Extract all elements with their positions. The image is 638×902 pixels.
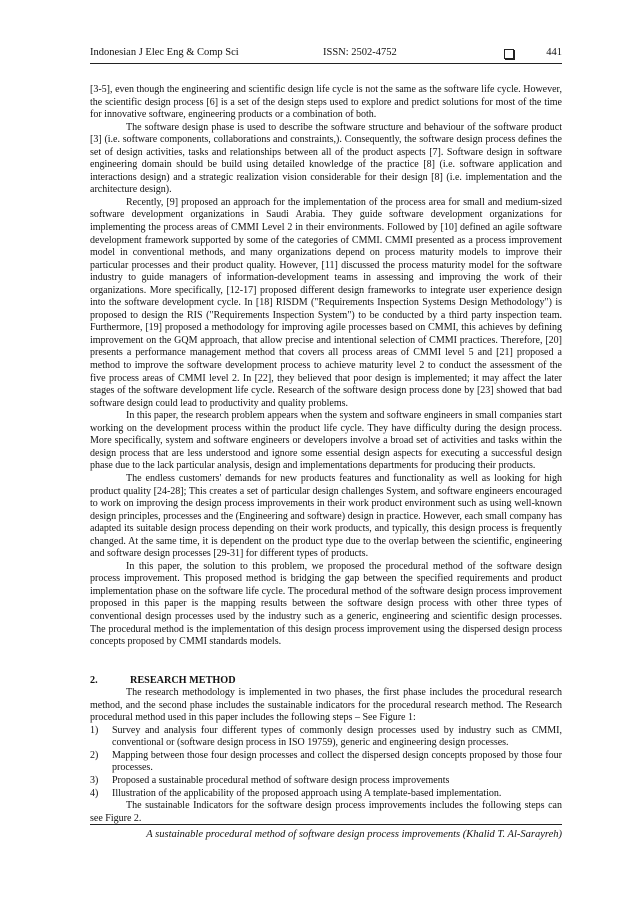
list-item — [90, 788, 562, 801]
list-item — [90, 725, 562, 750]
body-text — [90, 84, 562, 825]
section-number: 2. — [90, 674, 98, 686]
list-item — [90, 775, 562, 788]
section-title: RESEARCH METHOD — [130, 674, 236, 686]
section-heading — [90, 675, 562, 688]
list-item-number: 2) — [90, 749, 99, 761]
issn: ISSN: 2502-4752 — [323, 47, 397, 58]
paragraph-1: [3-5], even though the engineering and scientific design life cycle is not the same as the software life cycle. However, the scientific design process [6] is a set of the design steps used to explore and predict solutions for most of the time for innovative software, engineering products or a combination of both. — [90, 84, 562, 121]
list-item-text: Illustration of the applicability of the proposed approach using A template-based implementation. — [112, 787, 502, 799]
page-number: 441 — [546, 47, 562, 58]
paragraph-3: Recently, [9] proposed an approach for the implementation of the process area for small and medium-sized software development organizations in Saudi Arabia. They guide software development organizations for implementing the process areas of CMMI Level 2 in their environments. Followed by [10] defined an agile software development framework supported by some of the categories of CMMI. CMMI presented as a process improvement model in conventional methods, and many organizations depend on process maturity models to improve their particular processes and their product quality. However, [11] discussed the process maturity model for the software industry to guide managers of information-development teams in assessing and improving the work of their organizations. More specifically, [12-17] proposed different design frameworks to integrate user experience design into the software development cycle. In [18] RISDM ("Requirements Inspection Systems Design Methodology") is proposed to design the RIS ("Requirements Inspection System") to be conducted by a third party inspection team. Furthermore, [19] proposed a methodology for improving agile processes based on CMMI, this achieves by defining improvement on the GQM approach, that allow precise and intentional selection of CMMI practices. Therefore, [20] presents a performance management method that covers all process areas of CMMI level 5 and [21] proposed a method to improve the software development process to achieve maturity level 2 to conduct the assessment of the five process areas of CMMI level 2. In [22], they believed that poor design is implemented; it may affect the later stages of the software development life cycle. Research of the software design process done by [23] showed that bad software design could lead to productivity and quality problems. — [90, 196, 562, 409]
list-item — [90, 750, 562, 775]
journal-name: Indonesian J Elec Eng & Comp Sci — [90, 47, 239, 58]
page-header — [90, 47, 562, 64]
section-closing: The sustainable Indicators for the software design process improvements includes the following steps can see Figure 2. — [90, 800, 562, 824]
square-bullet-icon — [504, 49, 514, 59]
method-steps-list — [90, 725, 562, 800]
paragraph-4: In this paper, the research problem appears when the system and software engineers in small companies start working on the development process within the product life cycle. They have difficulty during the design process. More specifically, system and software engineers or developers involve a broad set of activities and tasks within the design process that are less understood and ignore some essential design aspects for executing a successful design phase due to the lack particular analysis, design and implementations departments for producing their products. — [90, 410, 562, 472]
page-footer — [90, 824, 562, 840]
list-item-number: 3) — [90, 774, 99, 786]
list-item-number: 1) — [90, 724, 99, 736]
section-intro: The research methodology is implemented in two phases, the first phase includes the procedural research method, and the second phase includes the sustainable indicators for the procedural research method. The Research procedural method used in this paper includes the following steps – See Figure 1: — [90, 687, 562, 724]
paragraph-6: In this paper, the solution to this problem, we proposed the procedural method of the software design process improvement. This proposed method is bridging the gap between the specified requirements and product implementation phase on the software life cycle. The procedural method of the software design process improvement proposed in this paper is the mapping results between the software design process with other three types of conventional design processes used by the industry such as a generic, engineering and scientific design processes. The procedural method is the implementation of this design process improvement using the dispersed design process concepts proposed by CMMI standards models. — [90, 560, 562, 648]
list-item-text: Mapping between those four design processes and collect the dispersed design concepts proposed by those four processes. — [112, 749, 562, 774]
section-spacer — [90, 649, 562, 675]
running-title: A sustainable procedural method of software design process improvements (Khalid T. Al-Sarayreh) — [146, 829, 562, 840]
paragraph-2: The software design phase is used to describe the software structure and behaviour of the software product [3] (i.e. software components, collaborations and constraints,). Consequently, the software design process defines the set of design activities, tasks and relationships between all of the product aspects [7]. Software design in software engineering domain should be build using detailed knowledge of the practice [8] (i.e. software application and interactions design) and a strategic realization vision considerable for their design [8] (i.e. implementation and the architecture design). — [90, 121, 562, 196]
paragraph-5: The endless customers' demands for new products features and functionality as well as looking for high product quality [24-28]; This creates a set of particular design challenges System, and software engineers encouraged to work on improving the design process improvements in their work product environment such as using well-known design principles, processes and the (Engineering and software) design in practice. However, each small company has adapted its suitable design process depending on their work products, and typically, this design process is frequently changed. At the same time, it is dependent on the product type due to the overlap between the scientific, engineering and software design processes [29-31] for different types of products. — [90, 472, 562, 560]
list-item-text: Survey and analysis four different types of commonly design processes used by industry such as CMMI, conventional or (software design process in ISO 19759), generic and engineering design processes. — [112, 724, 562, 749]
list-item-number: 4) — [90, 787, 99, 799]
list-item-text: Proposed a sustainable procedural method of software design process improvements — [112, 774, 450, 786]
